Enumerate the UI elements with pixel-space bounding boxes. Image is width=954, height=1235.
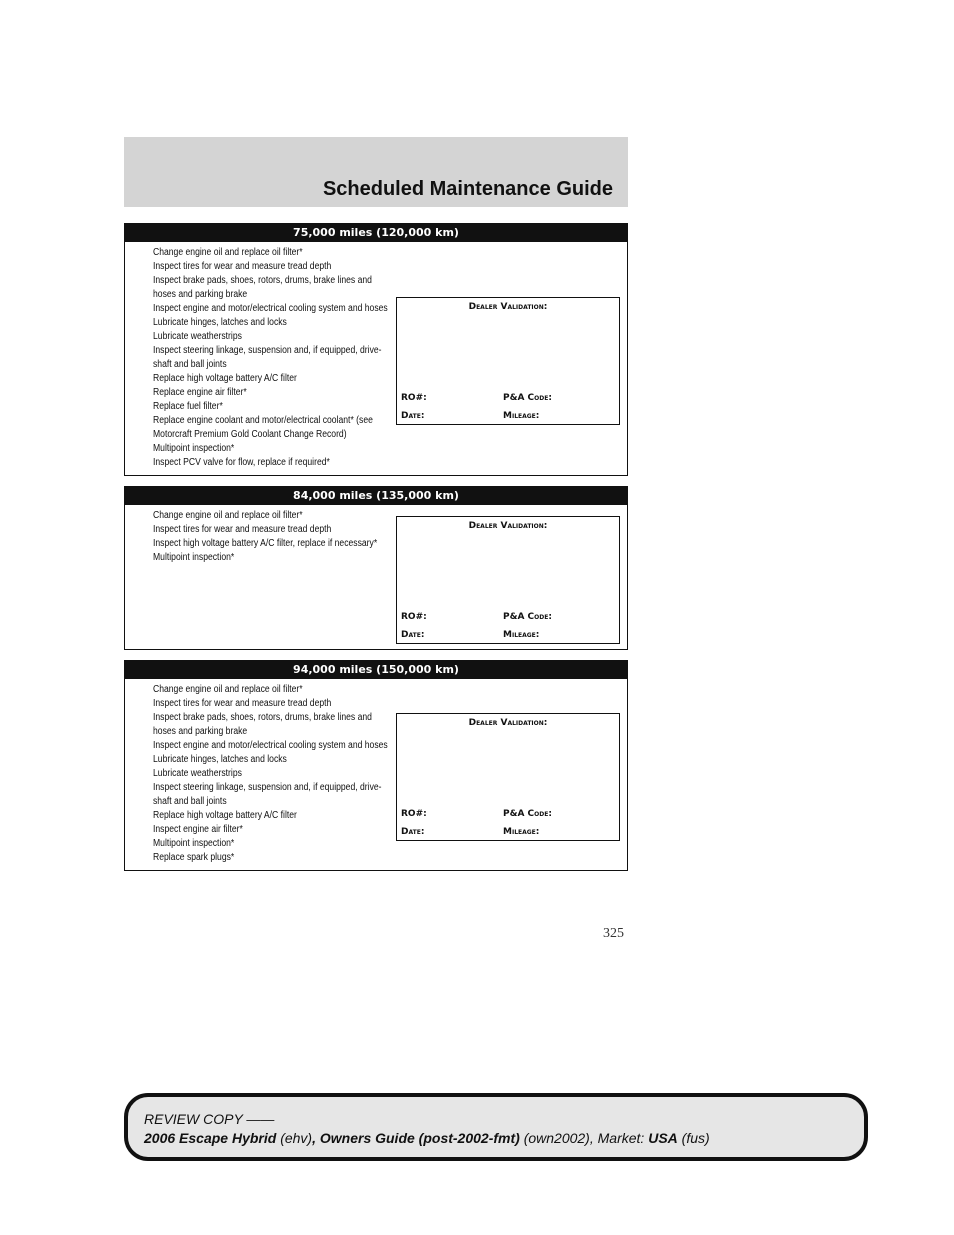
pa-code-label: P&A Code: (503, 393, 552, 403)
section-title: 75,000 miles (120,000 km) (125, 224, 627, 242)
document-info (144, 1130, 710, 1146)
task-item: Change engine oil and replace oil filter* (153, 510, 303, 521)
task-item: Lubricate hinges, latches and locks (153, 754, 287, 765)
task-item: Replace high voltage battery A/C filter (153, 373, 297, 384)
task-item: Inspect steering linkage, suspension and, if equipped, drive- (153, 345, 382, 356)
task-item: Inspect engine and motor/electrical cooling system and hoses (153, 303, 388, 314)
section-title: 94,000 miles (150,000 km) (125, 661, 627, 679)
task-item: Replace engine coolant and motor/electrical coolant* (see (153, 415, 373, 426)
mileage-label: Mileage: (503, 630, 540, 640)
task-item: Inspect tires for wear and measure tread depth (153, 698, 332, 709)
dealer-validation-title: Dealer Validation: (468, 302, 548, 312)
pa-code-label: P&A Code: (503, 809, 552, 819)
maintenance-section-75000 (124, 223, 628, 476)
task-list (153, 683, 388, 865)
vehicle-name: 2006 Escape Hybrid (144, 1130, 277, 1146)
section-title: 84,000 miles (135,000 km) (125, 487, 627, 505)
mileage-label: Mileage: (503, 827, 540, 837)
ro-number-label: RO#: (401, 612, 427, 622)
dealer-validation-box (396, 713, 620, 841)
task-item: hoses and parking brake (153, 726, 248, 737)
guide-code: (own2002) (523, 1130, 590, 1146)
dealer-validation-title: Dealer Validation: (468, 521, 548, 531)
separator: , (312, 1130, 316, 1146)
task-item: Multipoint inspection* (153, 552, 235, 563)
date-label: Date: (401, 630, 425, 640)
task-item: shaft and ball joints (153, 359, 227, 370)
page-number: 325 (603, 926, 624, 941)
pa-code-label: P&A Code: (503, 612, 552, 622)
task-list (153, 246, 388, 470)
task-item: Multipoint inspection* (153, 443, 235, 454)
date-label: Date: (401, 411, 425, 421)
market-label: , Market: (589, 1130, 645, 1146)
review-copy-banner (124, 1093, 868, 1161)
task-item: Inspect high voltage battery A/C filter, replace if necessary* (153, 538, 378, 549)
task-item: Inspect tires for wear and measure tread depth (153, 261, 332, 272)
task-item: Inspect engine air filter* (153, 824, 243, 835)
guide-name: Owners Guide (post-2002-fmt) (319, 1130, 520, 1146)
task-item: Replace high voltage battery A/C filter (153, 810, 297, 821)
task-item: Motorcraft Premium Gold Coolant Change Record) (153, 429, 347, 440)
market-name: USA (648, 1130, 678, 1146)
task-item: Replace engine air filter* (153, 387, 247, 398)
dealer-validation-box (396, 297, 620, 425)
task-item: Multipoint inspection* (153, 838, 235, 849)
maintenance-section-84000 (124, 486, 628, 650)
task-item: shaft and ball joints (153, 796, 227, 807)
task-list (153, 509, 388, 565)
ro-number-label: RO#: (401, 393, 427, 403)
task-item: Inspect brake pads, shoes, rotors, drums, brake lines and (153, 275, 372, 286)
task-item: Inspect steering linkage, suspension and, if equipped, drive- (153, 782, 382, 793)
ro-number-label: RO#: (401, 809, 427, 819)
task-item: Lubricate weatherstrips (153, 331, 242, 342)
dealer-validation-title: Dealer Validation: (468, 718, 548, 728)
mileage-label: Mileage: (503, 411, 540, 421)
task-item: Inspect tires for wear and measure tread depth (153, 524, 332, 535)
task-item: Change engine oil and replace oil filter* (153, 247, 303, 258)
task-item: Lubricate weatherstrips (153, 768, 242, 779)
maintenance-section-94000 (124, 660, 628, 871)
task-item: hoses and parking brake (153, 289, 248, 300)
task-item: Change engine oil and replace oil filter* (153, 684, 303, 695)
task-item: Replace fuel filter* (153, 401, 223, 412)
date-label: Date: (401, 827, 425, 837)
task-item: Replace spark plugs* (153, 852, 235, 863)
task-item: Inspect brake pads, shoes, rotors, drums, brake lines and (153, 712, 372, 723)
vehicle-code: (ehv) (280, 1130, 313, 1146)
task-item: Inspect PCV valve for flow, replace if required* (153, 457, 330, 468)
task-item: Lubricate hinges, latches and locks (153, 317, 287, 328)
header-band (124, 137, 628, 207)
page-title: Scheduled Maintenance Guide (322, 178, 613, 200)
dealer-validation-box (396, 516, 620, 644)
review-copy-label: REVIEW COPY —— (144, 1111, 275, 1127)
task-item: Inspect engine and motor/electrical cooling system and hoses (153, 740, 388, 751)
market-code: (fus) (681, 1130, 710, 1146)
